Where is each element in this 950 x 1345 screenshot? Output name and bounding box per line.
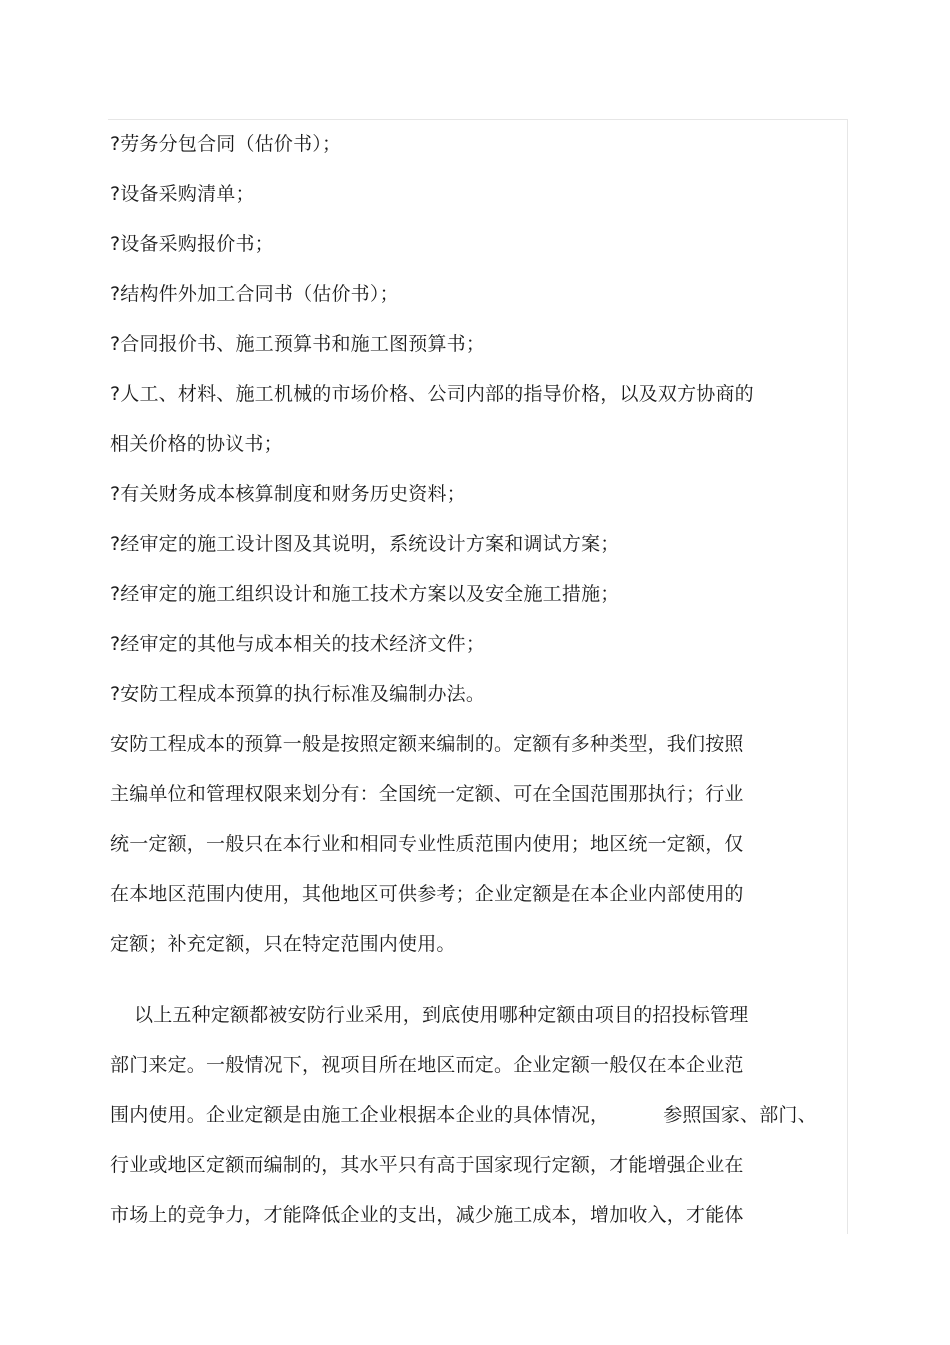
paragraph-line: 行业或地区定额而编制的，其水平只有高于国家现行定额，才能增强企业在: [110, 1154, 744, 1176]
list-item: ?经审定的施工组织设计和施工技术方案以及安全施工措施；: [110, 583, 620, 605]
list-item-continuation: 相关价格的协议书；: [110, 433, 283, 455]
list-item: ?人工、材料、施工机械的市场价格、公司内部的指导价格，以及双方协商的: [110, 383, 754, 405]
list-item: ?劳务分包合同（估价书）；: [110, 133, 342, 155]
list-item: ?设备采购报价书；: [110, 233, 274, 255]
list-item: ?有关财务成本核算制度和财务历史资料；: [110, 483, 466, 505]
paragraph-line: 统一定额，一般只在本行业和相同专业性质范围内使用；地区统一定额，仅: [110, 833, 744, 855]
list-item: ?经审定的其他与成本相关的技术经济文件；: [110, 633, 486, 655]
paragraph-fragment: 参照国家、部门、: [663, 1104, 817, 1126]
list-item: ?经审定的施工设计图及其说明，系统设计方案和调试方案；: [110, 533, 620, 555]
paragraph-line: 部门来定。一般情况下，视项目所在地区而定。企业定额一般仅在本企业范: [110, 1054, 744, 1076]
list-item: ?设备采购清单；: [110, 183, 255, 205]
paragraph-line: [110, 1102, 817, 1128]
paragraph-line: 在本地区范围内使用，其他地区可供参考；企业定额是在本企业内部使用的: [110, 883, 744, 905]
paragraph-line: 安防工程成本的预算一般是按照定额来编制的。定额有多种类型，我们按照: [110, 733, 744, 755]
paragraph-line: 主编单位和管理权限来划分有：全国统一定额、可在全国范围那执行；行业: [110, 783, 744, 805]
paragraph-line: 以上五种定额都被安防行业采用，到底使用哪种定额由项目的招投标管理: [134, 1004, 749, 1026]
list-item: ?合同报价书、施工预算书和施工图预算书；: [110, 333, 486, 355]
paragraph-line: 市场上的竞争力，才能降低企业的支出，减少施工成本，增加收入，才能体: [110, 1204, 744, 1226]
paragraph-fragment: 围内使用。企业定额是由施工企业根据本企业的具体情况，: [110, 1104, 610, 1126]
list-item: ?结构件外加工合同书（估价书）；: [110, 283, 399, 305]
paragraph-line: 定额；补充定额，只在特定范围内使用。: [110, 933, 456, 955]
list-item: ?安防工程成本预算的执行标准及编制办法。: [110, 683, 486, 705]
